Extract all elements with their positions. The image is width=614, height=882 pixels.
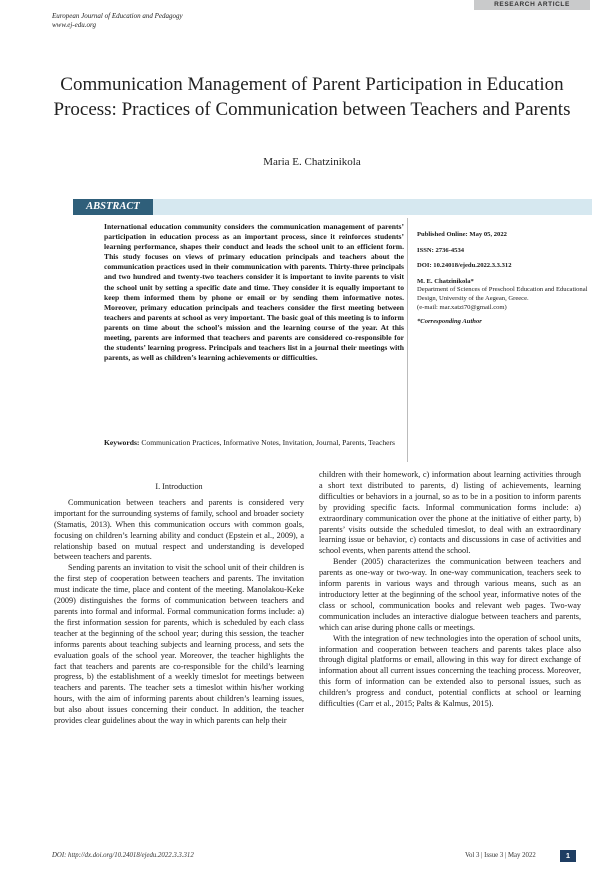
paper-title: Communication Management of Parent Participation in Education Process: Practices of Communication between Teachers and Parents <box>53 74 571 120</box>
keywords <box>104 438 404 448</box>
body-left-column <box>54 470 304 727</box>
paragraph: Communication between teachers and parents is considered very important for the surrounding systems of family, school and broader society (Stamatis, 2013). When this communication occurs with common goals, focusing on children’s learning ability and conduct (Epstein et al., 2009), a relationship based on mutual respect and understanding is developed between teachers and parents. <box>54 497 304 562</box>
issn: ISSN: 2736-4534 <box>417 246 465 254</box>
page-number: 1 <box>560 850 576 862</box>
abstract-label: ABSTRACT <box>73 199 153 215</box>
footer-volume: Vol 3 | Issue 3 | May 2022 <box>465 852 536 859</box>
author-email: (e-mail: mar.xatzi70@gmail.com) <box>417 303 507 311</box>
paragraph: Sending parents an invitation to visit the school unit of their children is the first step of cooperation between teachers and parents. The invitation must indicate the time, place and content of the meeting. Manolakou-Keke (2009) distinguishes the forms of communication between teachers and parents into formal and informal. Formal communication forms include: a) the first information session for parents, which is scheduled by each class teacher at the beginning of the school year; during this session, the teacher informs parents about teaching subjects and learning process, and sets the evaluation goals of the school year. Moreover, the teacher highlights the fact that teachers and parents are co-responsible for the child’s learning progress, b) the establishment of a weekly timeslot for meetings between teachers and parents. The teacher sets a timeslot within his/her working hours, with the aim of informing parents about children’s learning issues, but also about issues concerning their conduct. In addition, the teacher provides clear guidelines about the way in which parents can help their <box>54 563 304 726</box>
journal-url: www.ej-edu.org <box>52 21 96 29</box>
section-heading: I. Introduction <box>155 482 203 491</box>
abstract-bar <box>73 199 592 215</box>
paragraph: Bender (2005) characterizes the communication between teachers and parents as one-way or two-way. In one-way communication, teachers seek to inform parents in various ways and through various means, such as an introductory letter at the beginning of the school year, informative notes of the class or school, communication books and relevant web pages. Two-way communication includes an interactive dialogue between teachers and parents, which can arise during phone calls or meetings. <box>319 557 581 632</box>
abstract-text: International education community considers the communication management of parents’ participation in education process as an important process, since it reinforces students’ learning performance, shapes their conduct and leads the school unit to an efficient form. This study focuses on views of primary education principals and teachers about the communication practices used in their communication with parents. Thirty-three principals and two hundred and twenty-two teachers consider it is important to invite parents to visit the school unit by setting a specific date and time. They consider it is equally important to keep them informed them by phone or email or by sending them informative notes. Moreover, primary education principals and teachers consider the first meeting between teachers and parents at school as very important. The basic goal of this meeting is to inform parents on time about the school’s mission and the learning course of the year. At this meeting, parents are informed that teachers and parents are considered co-responsible for the students’ learning progress. Principals and teachers list in a journal their meetings with parents, as well as children’s learning achievements or difficulties. <box>104 222 404 363</box>
published-date: Published Online: May 05, 2022 <box>417 231 507 238</box>
affiliation: Department of Sciences of Preschool Education and Educational Design, University of the Aegean, Greece. <box>417 286 588 302</box>
author-name: Maria E. Chatzinikola <box>263 156 361 168</box>
paragraph: With the integration of new technologies into the operation of school units, information and cooperation between teachers and parents takes place also through digital platforms or email, allowing in this way for direct exchange of information about all current issues concerning the teaching process. Moreover, this form of information can be extended also to personal issues, such as children’s progress and conduct, potential conflicts at school or learning difficulties (Carr et al., 2015; Palts & Kalmus, 2015). <box>319 633 581 709</box>
journal-name: European Journal of Education and Pedagogy <box>52 12 183 20</box>
journal-header <box>52 12 183 30</box>
article-sidebar <box>417 231 592 327</box>
body-right-column <box>319 470 581 710</box>
footer-doi: DOI: http://dx.doi.org/10.24018/ejedu.2022.3.3.312 <box>52 852 194 859</box>
keywords-label: Keywords: <box>104 438 140 447</box>
keywords-text: Communication Practices, Informative Notes, Invitation, Journal, Parents, Teachers <box>141 438 395 447</box>
doi: DOI: 10.24018/ejedu.2022.3.3.312 <box>417 262 512 270</box>
column-divider <box>407 218 408 462</box>
sidebar-author: M. E. Chatzinikola* <box>417 277 474 285</box>
article-type-badge: RESEARCH ARTICLE <box>474 0 590 10</box>
paragraph: children with their homework, c) information about learning activities through a short text distributed to parents, d) listing of achievements, learning difficulties or behaviors in a journal, so as to be in a position to inform parents by providing specific facts. Informal communication forms include: a) extraordinary communication over the phone at the initiative of either party, b) parents’ visits outside the scheduled timeslot, to deal with an extraordinary learning issue or behavior, c) contacts and discussions in case of activities and school events, when parents attend the school. <box>319 470 581 556</box>
corresponding-note: *Corresponding Author <box>417 318 482 326</box>
